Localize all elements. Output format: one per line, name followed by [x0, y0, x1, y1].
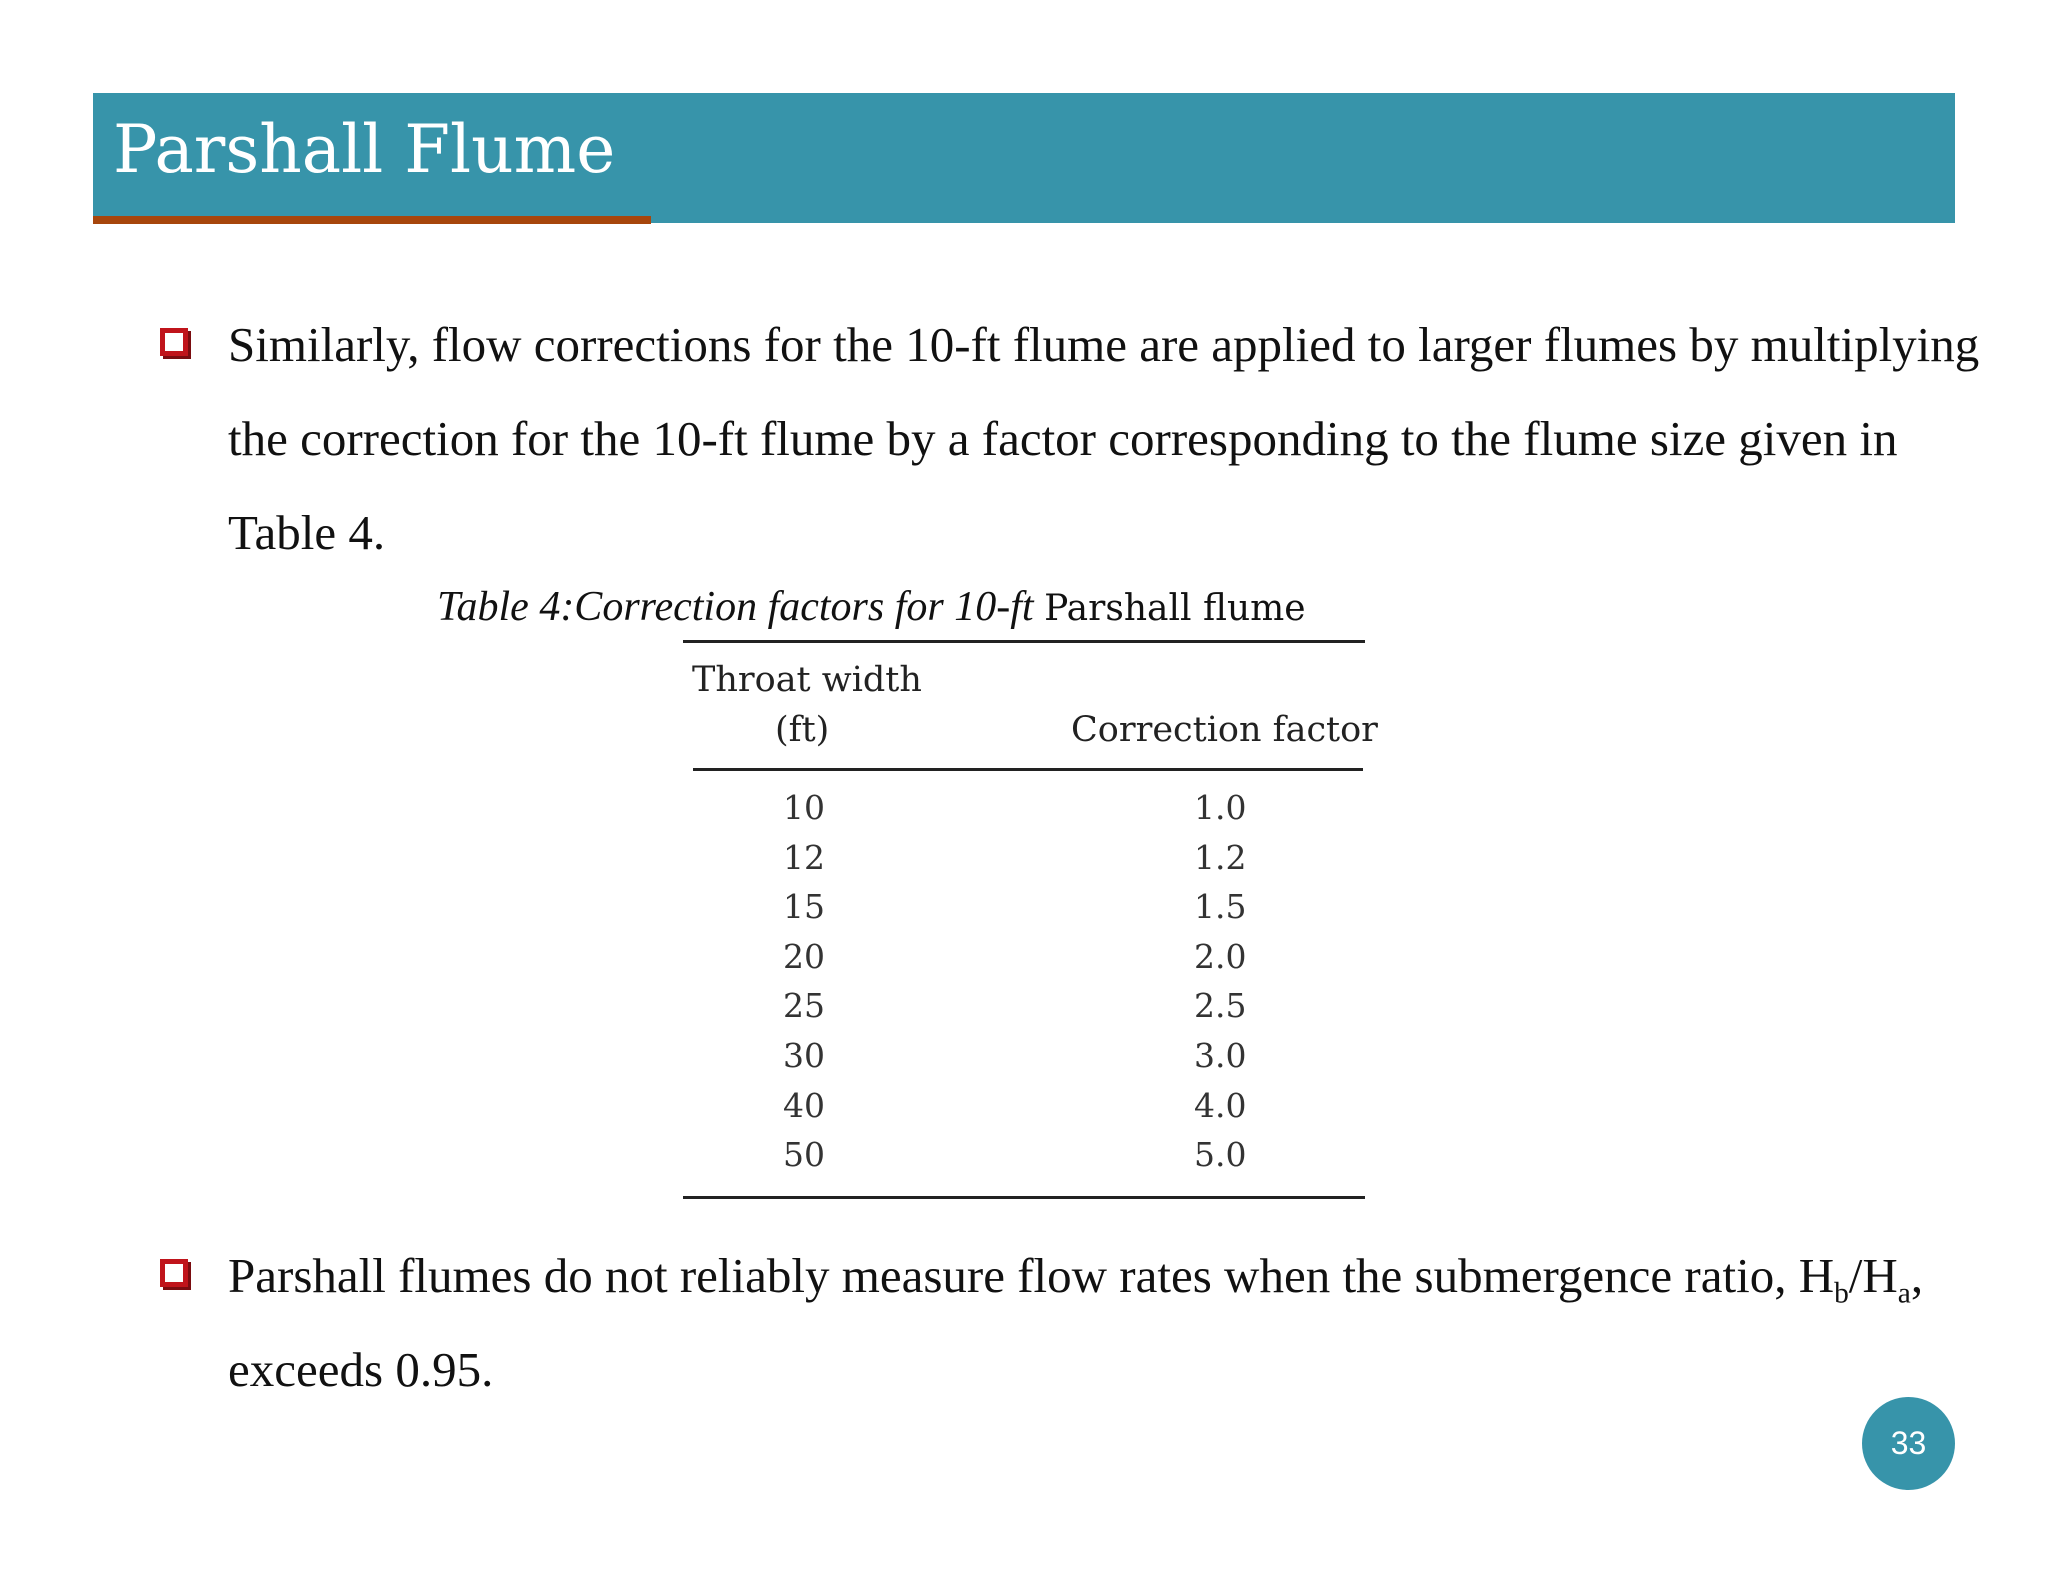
title-bar — [93, 93, 1955, 223]
table-body — [700, 786, 1360, 1183]
subscript-b: b — [1834, 1277, 1849, 1310]
bullet-2-text-mid: /H — [1848, 1248, 1898, 1303]
cell-throat-width: 15 — [783, 887, 825, 927]
bullet-2-text-after: , exceeds 0.95. — [228, 1248, 1924, 1397]
table-row — [700, 1133, 1360, 1183]
table-row — [700, 885, 1360, 935]
page-number-badge: 33 — [1862, 1397, 1955, 1490]
cell-throat-width: 50 — [783, 1135, 825, 1175]
cell-correction-factor: 5.0 — [1194, 1135, 1247, 1175]
header-correction-factor: Correction factor — [1071, 710, 1378, 750]
table-caption-rest: Parshall flume — [1044, 588, 1306, 629]
cell-correction-factor: 1.2 — [1194, 837, 1247, 877]
cell-correction-factor: 2.5 — [1194, 986, 1247, 1026]
table-row — [700, 836, 1360, 886]
table-row — [700, 786, 1360, 836]
table-row — [700, 1034, 1360, 1084]
cell-throat-width: 10 — [783, 788, 825, 827]
table-caption-italic: Table 4:Correction factors for 10-ft — [437, 584, 1034, 630]
cell-throat-width: 20 — [783, 936, 825, 976]
table-row — [700, 935, 1360, 985]
cell-correction-factor: 3.0 — [1194, 1035, 1247, 1075]
cell-throat-width: 25 — [783, 986, 825, 1026]
checkbox-square-icon — [160, 328, 188, 356]
table-bottom-rule — [683, 1196, 1365, 1199]
header-throat-width: Throat width — [692, 660, 922, 700]
cell-throat-width: 40 — [783, 1085, 825, 1125]
table-row — [700, 1084, 1360, 1134]
table-caption — [437, 583, 1306, 631]
subscript-a: a — [1897, 1277, 1911, 1310]
slide-title: Parshall Flume — [113, 111, 616, 188]
cell-correction-factor: 1.0 — [1194, 788, 1247, 827]
table-top-rule — [683, 640, 1365, 643]
cell-throat-width: 12 — [783, 837, 825, 877]
bullet-1-text: Similarly, flow corrections for the 10-ft flume are applied to larger flumes by multiplying the correction for the 10-ft flume by a factor corresponding to the flume size given in Table 4. — [228, 317, 1980, 560]
bullet-2-text-before: Parshall flumes do not reliably measure flow rates when the submergence ratio, H — [228, 1248, 1835, 1303]
table-header-rule — [693, 768, 1363, 771]
cell-throat-width: 30 — [783, 1035, 825, 1075]
bullet-2-text — [228, 1229, 2008, 1417]
cell-correction-factor: 2.0 — [1194, 936, 1247, 976]
cell-correction-factor: 4.0 — [1194, 1085, 1247, 1125]
checkbox-square-icon — [160, 1259, 188, 1287]
title-underline — [93, 216, 651, 224]
header-throat-unit: (ft) — [775, 710, 830, 750]
cell-correction-factor: 1.5 — [1194, 887, 1247, 927]
table-row — [700, 984, 1360, 1034]
